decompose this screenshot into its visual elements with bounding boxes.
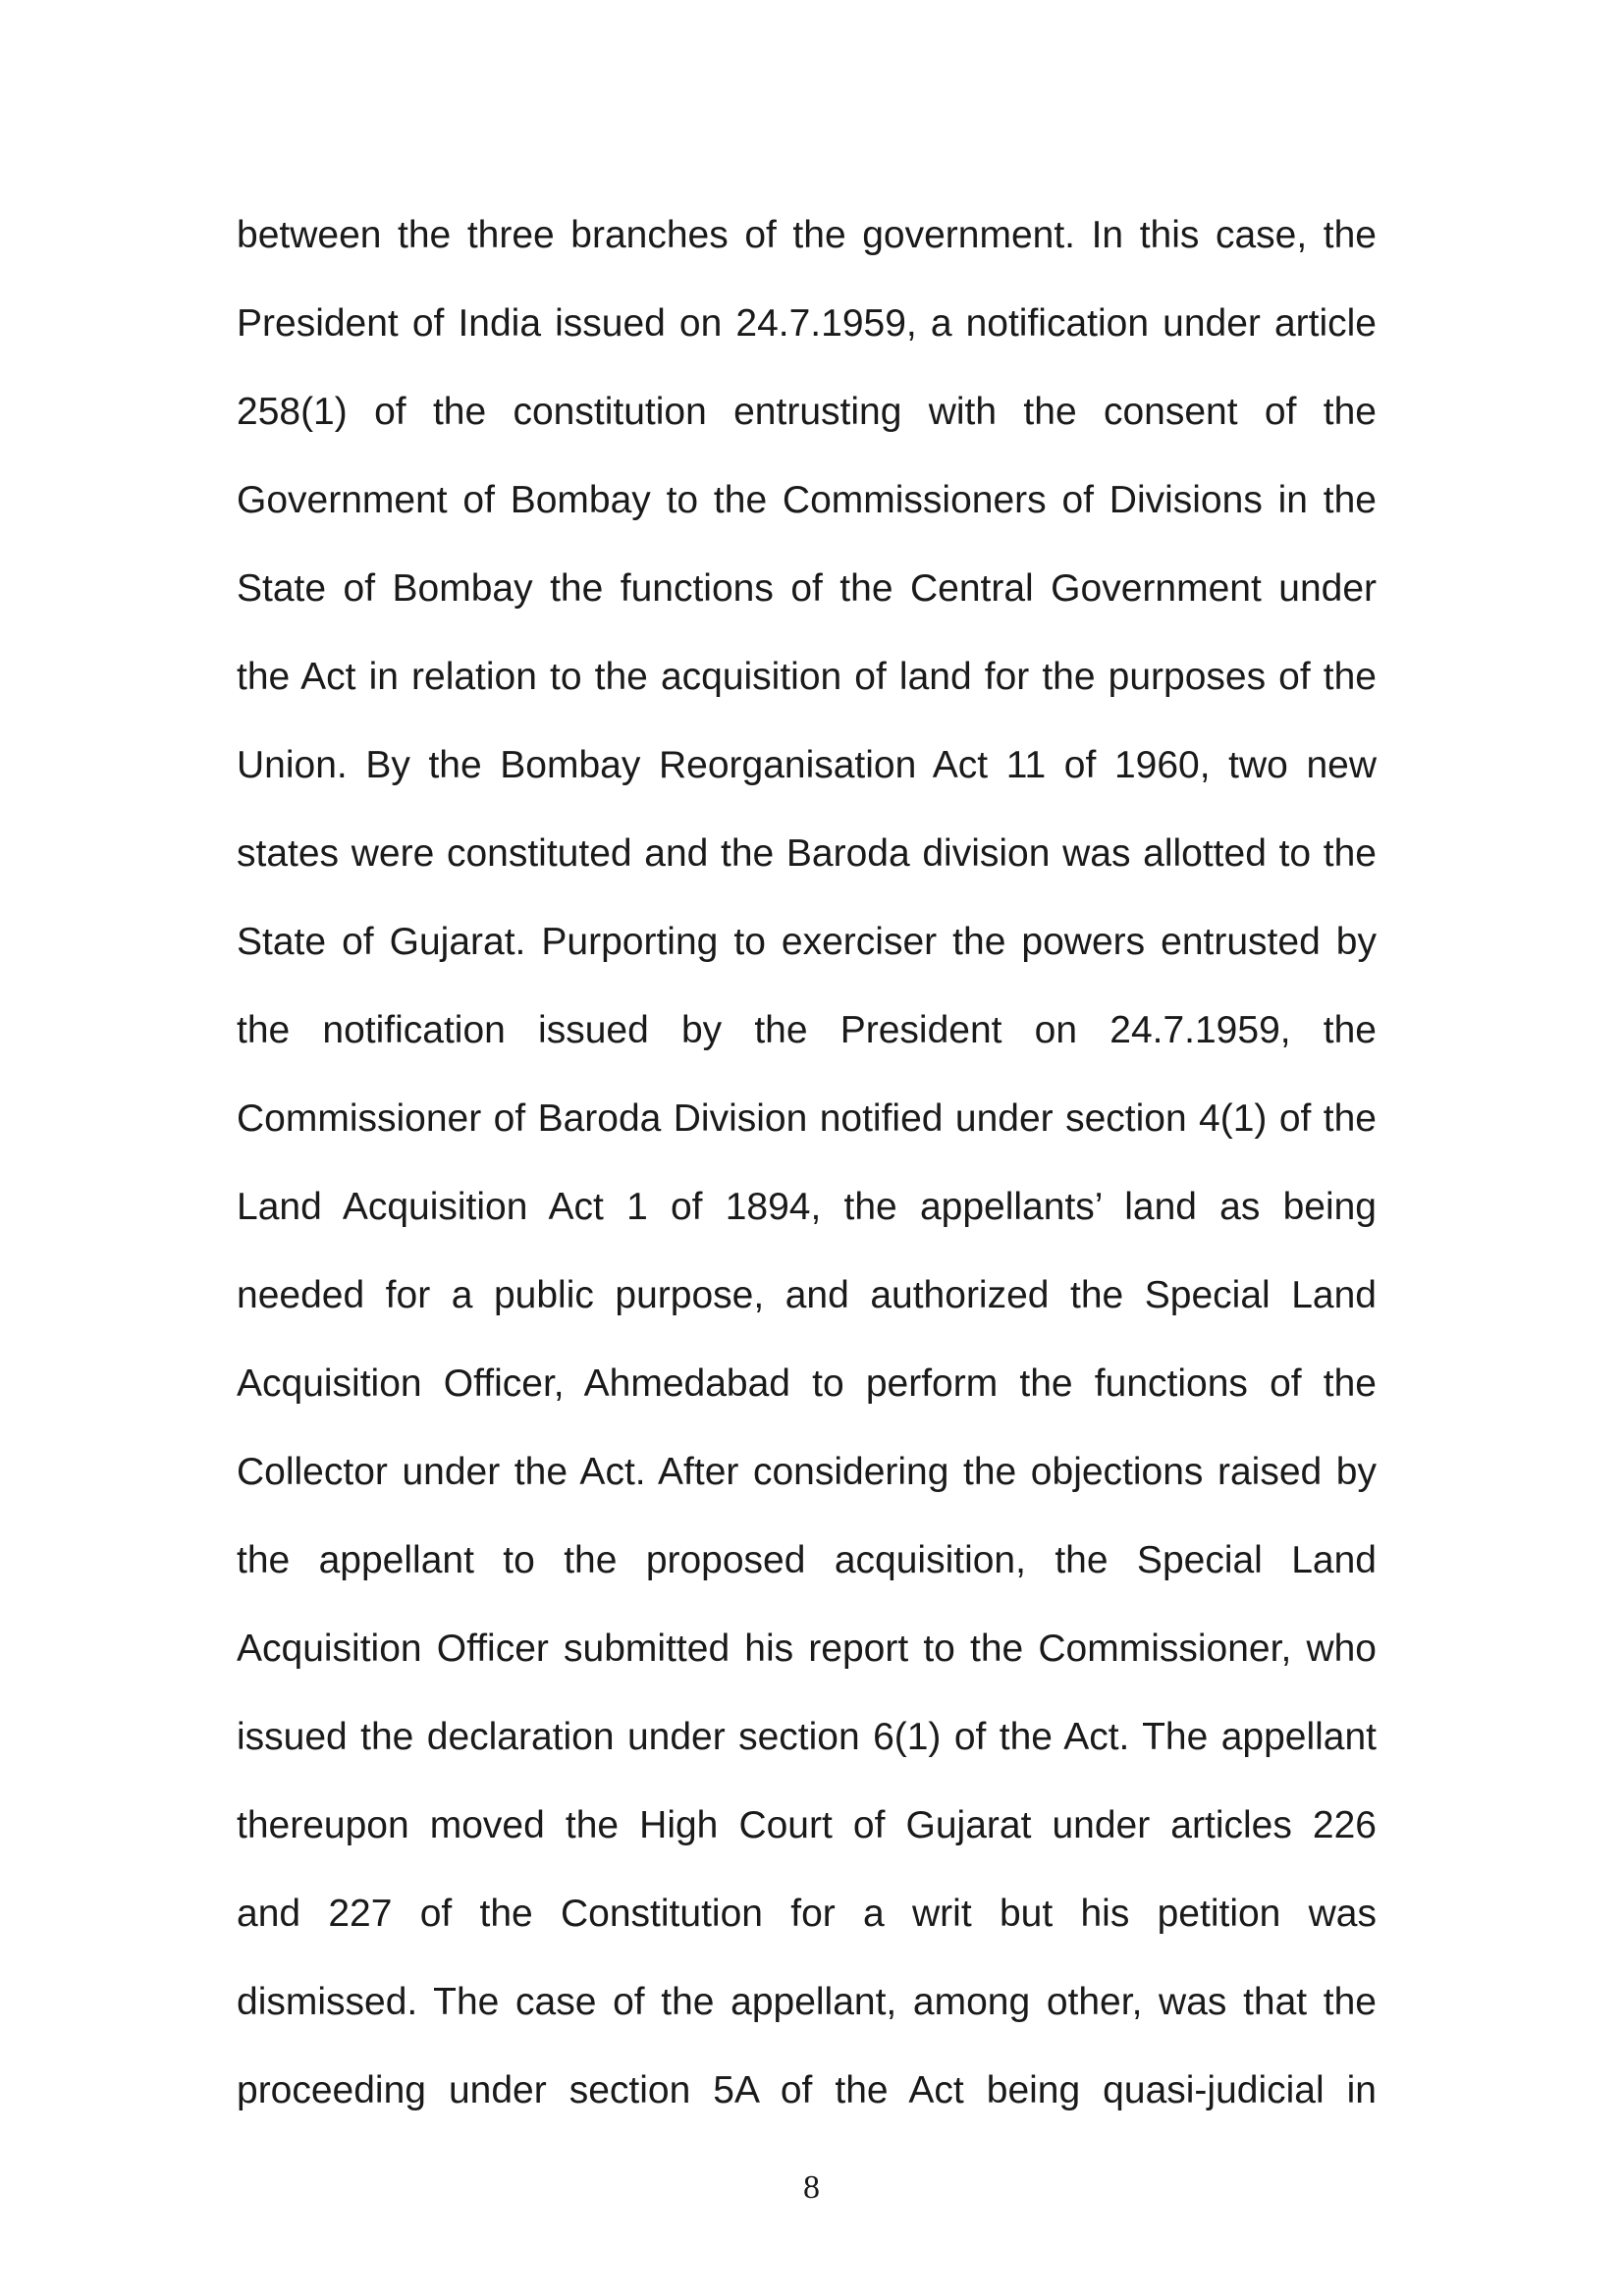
text-line: proceeding under section 5A of the Act being quasi-judicial in (237, 2069, 1377, 2111)
text-line: issued the declaration under section 6(1) of the Act. The appellant (237, 1716, 1377, 1758)
text-line: President of India issued on 24.7.1959, a notification under article (237, 302, 1377, 345)
text-line: Commissioner of Baroda Division notified under section 4(1) of the (237, 1097, 1377, 1140)
text-line: Government of Bombay to the Commissioners of Divisions in the (237, 479, 1377, 521)
text-line: thereupon moved the High Court of Gujarat under articles 226 (237, 1804, 1377, 1846)
text-line: Collector under the Act. After considering the objections raised by (237, 1451, 1377, 1493)
text-line: between the three branches of the government. In this case, the (237, 214, 1377, 256)
text-line: the notification issued by the President on 24.7.1959, the (237, 1009, 1377, 1051)
text-line: needed for a public purpose, and authorized the Special Land (237, 1274, 1377, 1316)
text-line: Union. By the Bombay Reorganisation Act 11 of 1960, two new (237, 744, 1377, 786)
page-number: 8 (803, 2169, 820, 2206)
text-line: the appellant to the proposed acquisition, the Special Land (237, 1539, 1377, 1581)
text-line: states were constituted and the Baroda division was allotted to the (237, 832, 1377, 875)
body-paragraph (237, 191, 1377, 2135)
text-line: dismissed. The case of the appellant, among other, was that the (237, 1981, 1377, 2023)
text-line: State of Bombay the functions of the Central Government under (237, 567, 1377, 610)
text-line: and 227 of the Constitution for a writ but his petition was (237, 1893, 1377, 1935)
text-line: State of Gujarat. Purporting to exerciser the powers entrusted by (237, 921, 1377, 963)
text-line: Acquisition Officer submitted his report to the Commissioner, who (237, 1628, 1377, 1670)
text-line: the Act in relation to the acquisition of land for the purposes of the (237, 656, 1377, 698)
text-line: 258(1) of the constitution entrusting with the consent of the (237, 391, 1377, 433)
text-line: Land Acquisition Act 1 of 1894, the appellants’ land as being (237, 1186, 1377, 1228)
text-line: Acquisition Officer, Ahmedabad to perform the functions of the (237, 1362, 1377, 1405)
